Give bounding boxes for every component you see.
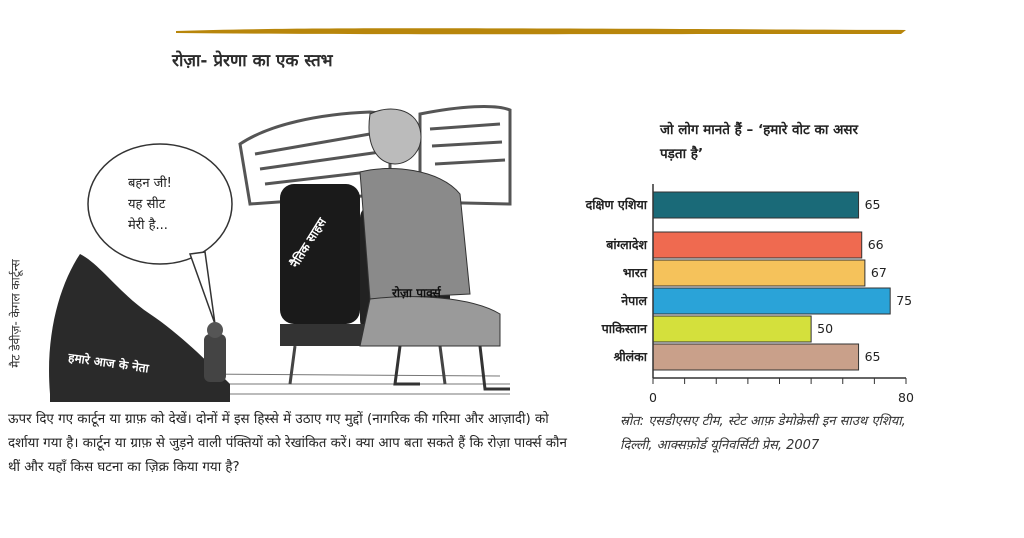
bar-2 (653, 260, 865, 286)
category-label-1: बांग्लादेश (606, 237, 647, 252)
cartoon-illustration (40, 84, 520, 406)
question-text: ऊपर दिए गए कार्टून या ग्राफ़ को देखें। दोनों में इस हिस्से में उठाए गए मुद्दों (नागरिक की गरिमा और आज़ादी) को दर्शाया गया है। कार्टून या ग्राफ़ से जुड़ने वाली पंक्तियों को रेखांकित करें। क्या आप बता सकते हैं कि रोज़ा पार्क्स कौन थीं और यहाँ किस घटना का ज़िक्र किया गया है? (8, 412, 567, 475)
x-tick-label-0: 0 (649, 390, 657, 405)
cartoon-credit: मैट डेवीज़- केगल कार्टून्स (8, 259, 23, 368)
leaders-label: हमारे आज के नेता (67, 350, 150, 376)
value-label-3: 75 (896, 293, 913, 308)
section-title: रोज़ा- प्रेरणा का एक स्तभ (172, 51, 333, 71)
seat-label: नैतिक साहस (287, 215, 329, 271)
category-label-0: दक्षिण एशिया (585, 197, 647, 212)
value-label-2: 67 (870, 265, 887, 280)
speech-line-2: यह सीट (128, 197, 166, 212)
woman-label: रोज़ा पार्क्स (392, 286, 441, 300)
chart-source: स्रोत: एसडीएसए टीम, स्टेट आफ़ डेमोक्रेसी इन साउथ एशिया, दिल्ली, आक्सफ़ोर्ड यूनिवर्सिटी प्रेस, 2007 (620, 414, 906, 453)
bar-3 (653, 288, 890, 314)
value-label-5: 65 (864, 349, 881, 364)
speech-line-3: मेरी है... (128, 218, 168, 233)
chart-title: जो लोग मानते हैं – ‘हमारे वोट का असर पड़ता है’ (660, 122, 859, 162)
value-label-4: 50 (817, 321, 834, 336)
header-brush-stroke (176, 26, 906, 36)
x-tick-label-1: 80 (898, 390, 914, 405)
value-label-0: 65 (864, 197, 881, 212)
category-label-4: पाकिस्तान (601, 321, 647, 336)
bar-4 (653, 316, 811, 342)
bar-chart (540, 180, 940, 410)
category-label-3: नेपाल (621, 293, 647, 308)
bar-0 (653, 192, 859, 218)
value-label-1: 66 (867, 237, 884, 252)
bar-1 (653, 232, 862, 258)
category-label-2: भारत (622, 265, 647, 280)
bar-5 (653, 344, 859, 370)
speech-line-1: बहन जी! (128, 176, 172, 191)
category-label-5: श्रीलंका (613, 349, 647, 364)
